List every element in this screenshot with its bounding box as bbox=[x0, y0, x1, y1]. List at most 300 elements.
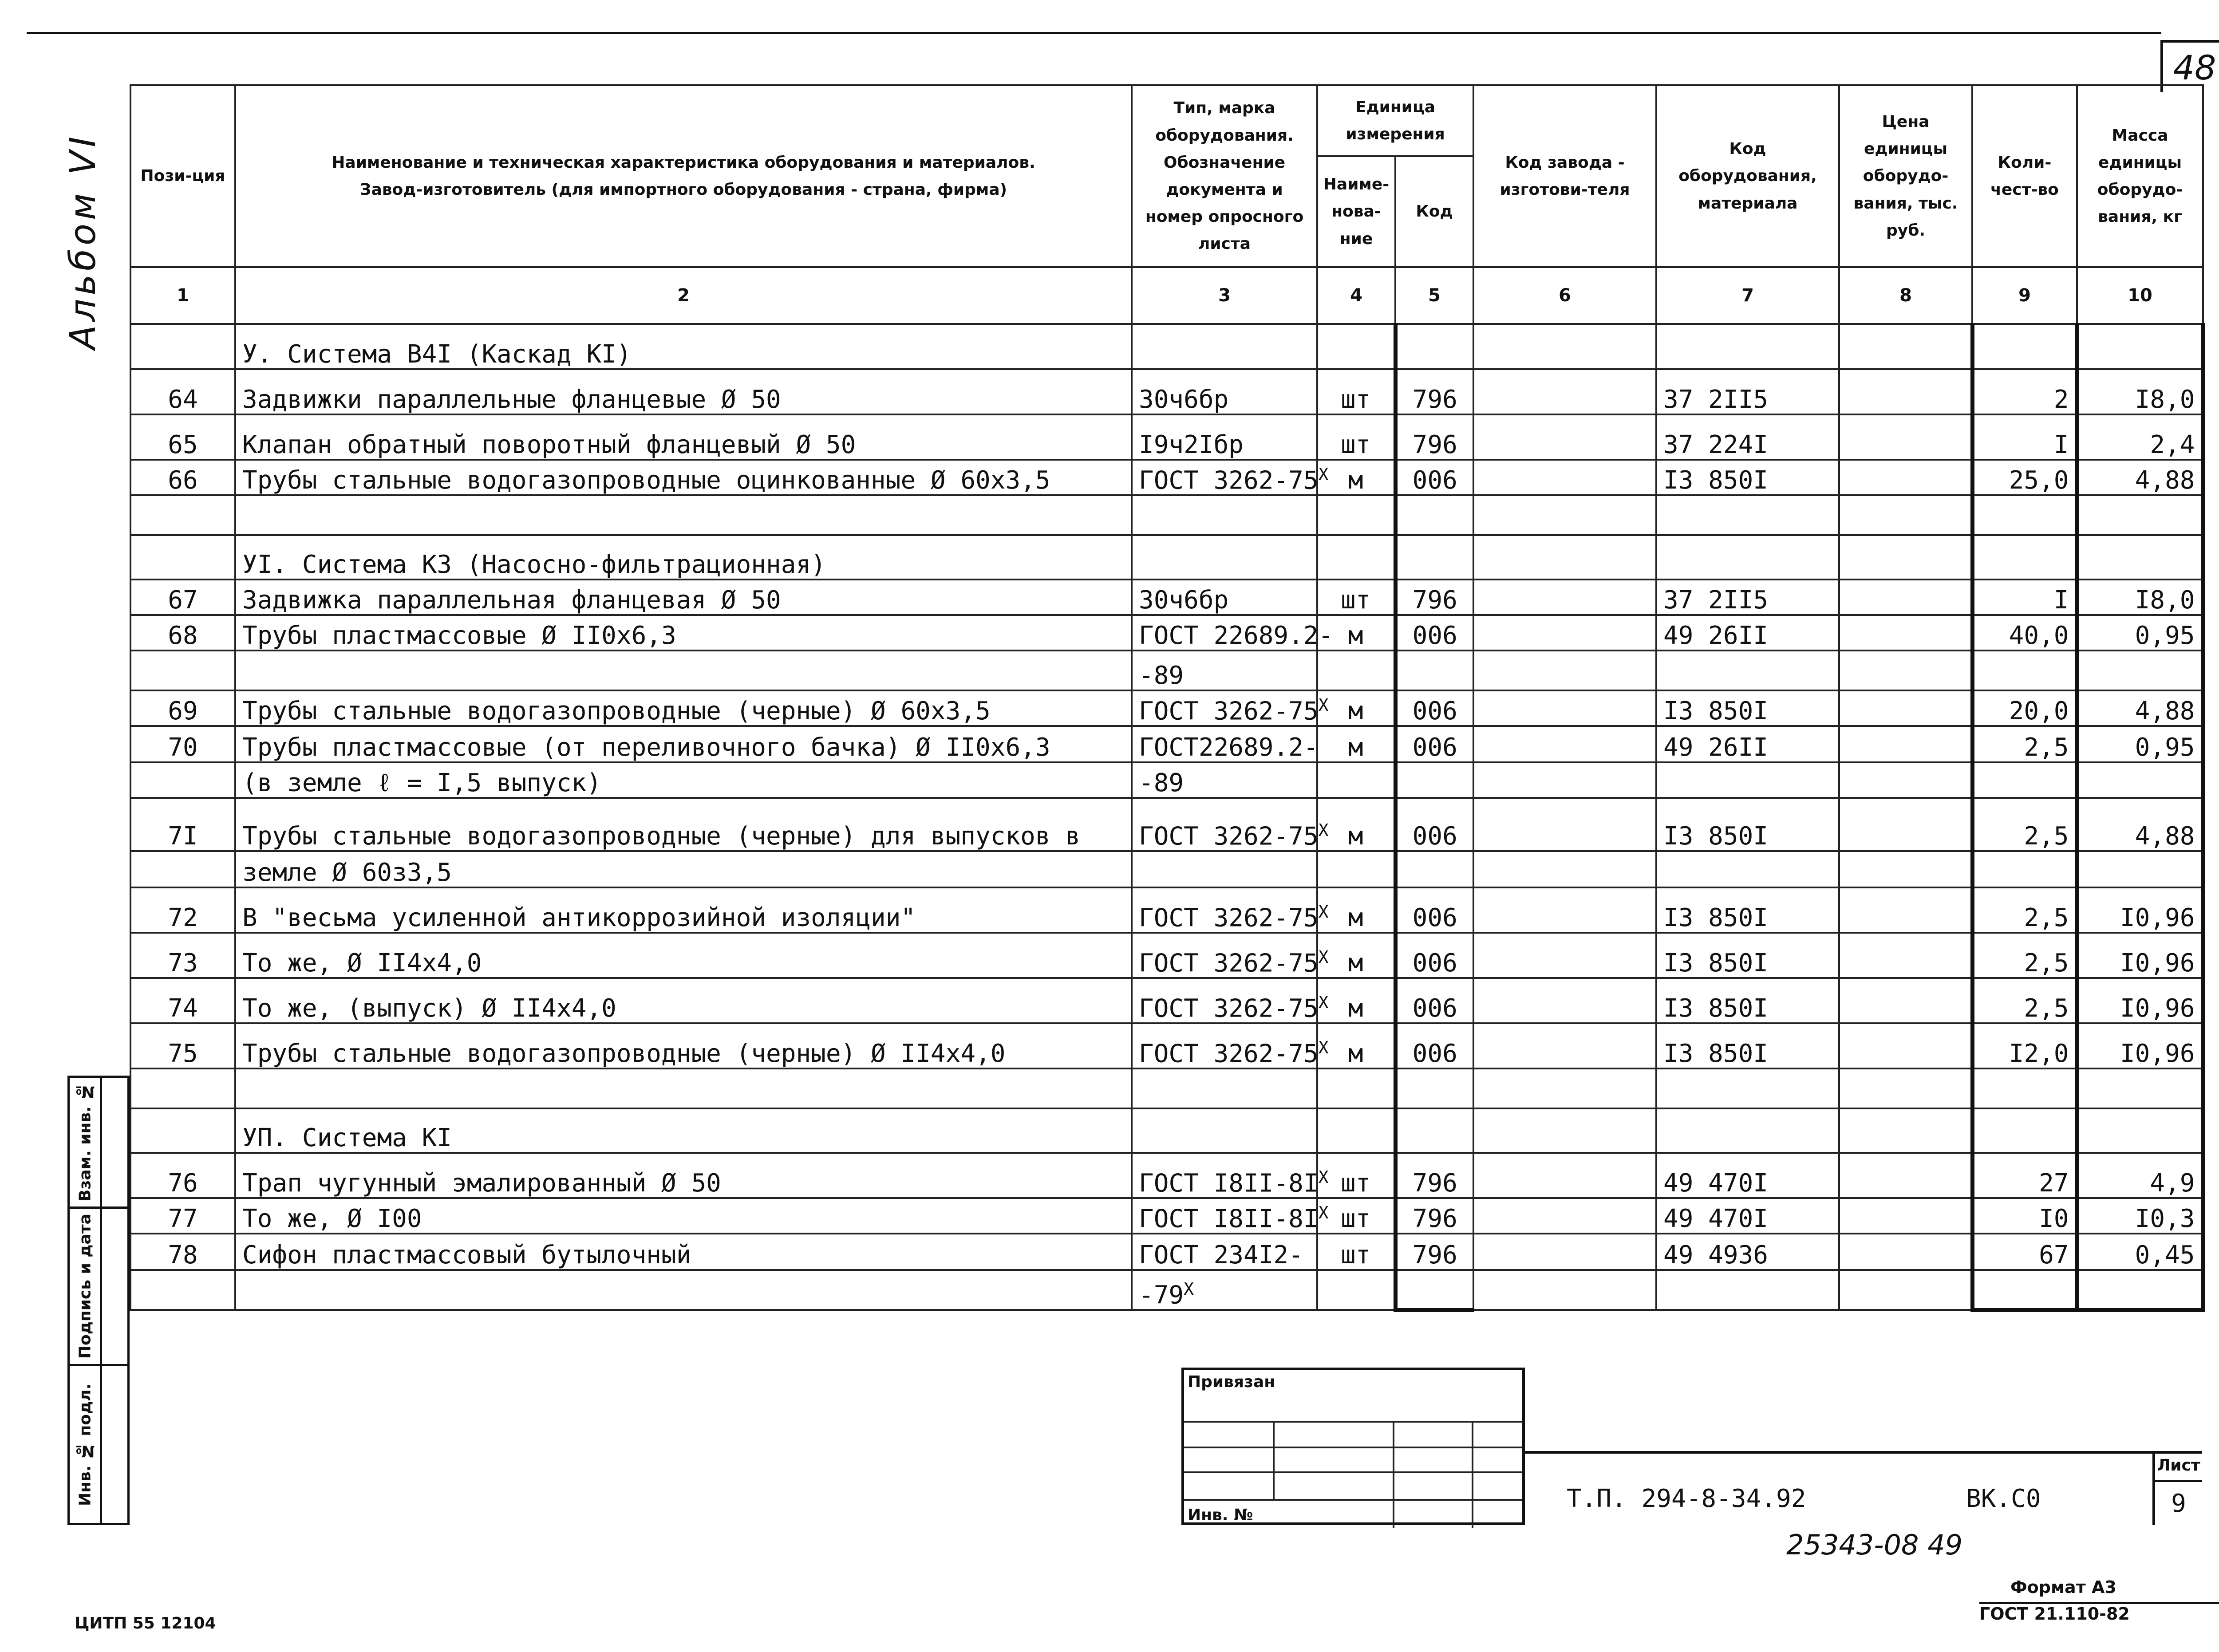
album-label: Альбом VI bbox=[62, 133, 103, 350]
superscript-mark: X bbox=[1318, 695, 1329, 715]
cell-type bbox=[1132, 615, 1334, 651]
cell-type-text: ГОСТ 22689.2- bbox=[1139, 621, 1334, 651]
cell-name bbox=[235, 887, 1132, 933]
cell-quantity bbox=[1972, 535, 2077, 580]
cell-unit-price bbox=[1839, 460, 1972, 495]
cell-type bbox=[1132, 535, 1317, 580]
cell-plant-code bbox=[1473, 580, 1656, 615]
cell-mass bbox=[2077, 324, 2203, 369]
cell-position bbox=[130, 762, 235, 798]
standard-label: ГОСТ 21.110-82 bbox=[1979, 1604, 2130, 1624]
superscript-mark: X bbox=[1318, 947, 1329, 967]
cell-mass bbox=[2077, 762, 2203, 798]
cell-unit-price bbox=[1839, 1153, 1972, 1198]
cell-name bbox=[235, 369, 1132, 414]
cell-type-text: ГОСТ I8II-8I bbox=[1139, 1169, 1319, 1198]
cell-type-text: I9ч2Iбр bbox=[1139, 430, 1244, 460]
cell-type bbox=[1132, 460, 1329, 495]
table-row bbox=[130, 535, 2203, 580]
table-row bbox=[130, 1234, 2203, 1270]
cell-unit-name-text: м bbox=[1348, 1039, 1363, 1068]
cell-quantity bbox=[1972, 1234, 2077, 1270]
cell-position-text: 77 bbox=[168, 1204, 198, 1234]
column-numbers-row bbox=[130, 267, 2203, 324]
cell-unit-code bbox=[1395, 1234, 1473, 1270]
cell-position bbox=[130, 1068, 235, 1108]
cell-quantity-text: 2 bbox=[2053, 385, 2069, 414]
cell-quantity-text: 27 bbox=[2039, 1169, 2069, 1198]
superscript-mark: X bbox=[1318, 1203, 1329, 1222]
header-material-code: Код оборудования, материала bbox=[1656, 85, 1839, 267]
cell-plant-code bbox=[1473, 369, 1656, 414]
cell-unit-price bbox=[1839, 535, 1972, 580]
cell-material-code bbox=[1656, 495, 1839, 535]
cell-material-code-text: 49 4936 bbox=[1663, 1241, 1769, 1270]
col-number: 1 bbox=[130, 267, 235, 324]
sidebar-divider bbox=[100, 1366, 102, 1523]
col-number: 9 bbox=[1972, 267, 2077, 324]
cell-mass-text: I0,96 bbox=[2120, 903, 2195, 933]
cell-mass-text: 4,88 bbox=[2135, 466, 2195, 495]
cell-material-code-text: 49 26II bbox=[1663, 621, 1769, 651]
superscript-mark: X bbox=[1184, 1279, 1194, 1299]
cell-position-text: 74 bbox=[168, 994, 198, 1023]
cell-type-text: ГОСТ 3262-75 bbox=[1139, 822, 1319, 851]
cell-mass-text: 4,9 bbox=[2150, 1169, 2195, 1198]
cell-plant-code bbox=[1473, 933, 1656, 978]
cell-name bbox=[235, 495, 1132, 535]
cell-unit-code bbox=[1395, 1153, 1473, 1198]
cell-mass-text: 0,95 bbox=[2135, 733, 2195, 762]
cell-quantity bbox=[1972, 690, 2077, 726]
cell-unit-name-text: м bbox=[1348, 949, 1363, 978]
header-mass: Масса единицы оборудо-вания, кг bbox=[2077, 85, 2203, 267]
cell-material-code bbox=[1656, 978, 1839, 1023]
cell-type-text: ГОСТ 3262-75 bbox=[1139, 697, 1319, 726]
cell-quantity-text: 2,5 bbox=[2024, 949, 2069, 978]
cell-name-text: Трубы стальные водогазопроводные (черные) Ø 60х3,5 bbox=[242, 697, 991, 726]
cell-position bbox=[130, 535, 235, 580]
cell-name-text: Трап чугунный эмалированный Ø 50 bbox=[242, 1169, 721, 1198]
cell-type-text: -89 bbox=[1139, 769, 1184, 798]
cell-unit-name bbox=[1317, 324, 1395, 369]
cell-name bbox=[235, 851, 1132, 887]
cell-unit-code-text: 796 bbox=[1412, 1204, 1457, 1234]
cell-material-code bbox=[1656, 460, 1839, 495]
cell-quantity-text: 2,5 bbox=[2024, 903, 2069, 933]
cell-unit-name bbox=[1317, 1023, 1395, 1068]
cell-position-text: 76 bbox=[168, 1169, 198, 1198]
cell-plant-code bbox=[1473, 495, 1656, 535]
cell-mass bbox=[2077, 978, 2203, 1023]
col-number: 3 bbox=[1132, 267, 1317, 324]
table-row bbox=[130, 460, 2203, 495]
cell-quantity-text: 2,5 bbox=[2024, 822, 2069, 851]
cell-unit-name bbox=[1317, 580, 1395, 615]
superscript-mark: X bbox=[1318, 1037, 1329, 1057]
cell-unit-price bbox=[1839, 580, 1972, 615]
table-row bbox=[130, 1068, 2203, 1108]
cell-plant-code bbox=[1473, 1234, 1656, 1270]
cell-name-text: То же, Ø I00 bbox=[242, 1204, 422, 1234]
sidebar-original-label: Инв. № подл. bbox=[76, 1383, 95, 1506]
cell-type bbox=[1132, 762, 1317, 798]
cell-type bbox=[1132, 1153, 1329, 1198]
cell-mass bbox=[2077, 1234, 2203, 1270]
cell-unit-code bbox=[1395, 369, 1473, 414]
cell-quantity-text: I2,0 bbox=[2009, 1039, 2069, 1068]
cell-position bbox=[130, 615, 235, 651]
table-row bbox=[130, 1023, 2203, 1068]
cell-type bbox=[1132, 651, 1317, 690]
cell-material-code-text: 49 470I bbox=[1663, 1204, 1769, 1234]
table-row bbox=[130, 369, 2203, 414]
cell-material-code bbox=[1656, 580, 1839, 615]
cell-unit-price bbox=[1839, 1108, 1972, 1153]
cell-unit-name bbox=[1317, 726, 1395, 762]
header-unit-name: Наиме-нова-ние bbox=[1317, 156, 1395, 267]
cell-name-text: В "весьма усиленной антикоррозийной изоляции" bbox=[242, 903, 916, 933]
cell-material-code-text: I3 850I bbox=[1663, 697, 1769, 726]
cell-type bbox=[1132, 580, 1317, 615]
cell-name bbox=[235, 580, 1132, 615]
cell-mass bbox=[2077, 851, 2203, 887]
cell-position bbox=[130, 887, 235, 933]
cell-name bbox=[235, 726, 1132, 762]
cell-mass bbox=[2077, 933, 2203, 978]
col-number: 10 bbox=[2077, 267, 2203, 324]
cell-quantity bbox=[1972, 1153, 2077, 1198]
cell-quantity-text: 25,0 bbox=[2009, 466, 2069, 495]
cell-unit-price bbox=[1839, 887, 1972, 933]
cell-unit-price bbox=[1839, 414, 1972, 460]
cell-material-code bbox=[1656, 1153, 1839, 1198]
cell-mass-text: I0,96 bbox=[2120, 1039, 2195, 1068]
cell-type bbox=[1132, 1198, 1329, 1234]
cell-name bbox=[235, 460, 1132, 495]
cell-type bbox=[1132, 887, 1329, 933]
sheet-number: 48 bbox=[2160, 40, 2219, 92]
cell-name bbox=[235, 651, 1132, 690]
cell-name-text: Сифон пластмассовый бутылочный bbox=[242, 1241, 691, 1270]
cell-type bbox=[1132, 1270, 1317, 1310]
superscript-mark: X bbox=[1318, 902, 1329, 922]
cell-mass bbox=[2077, 726, 2203, 762]
cell-mass-text: I0,96 bbox=[2120, 949, 2195, 978]
cell-unit-name bbox=[1317, 1153, 1395, 1198]
cell-unit-name bbox=[1317, 887, 1395, 933]
cell-type-text: ГОСТ 234I2- bbox=[1139, 1241, 1303, 1270]
cell-unit-code bbox=[1395, 1023, 1473, 1068]
cell-position-text: 75 bbox=[168, 1039, 198, 1068]
cell-unit-code-text: 006 bbox=[1412, 822, 1457, 851]
cell-mass bbox=[2077, 1198, 2203, 1234]
format-label: Формат А3 bbox=[2010, 1577, 2116, 1597]
cell-unit-name-text: м bbox=[1348, 697, 1363, 726]
cell-position bbox=[130, 495, 235, 535]
inventory-label: Инв. № bbox=[1188, 1506, 1253, 1524]
cell-unit-code bbox=[1395, 1270, 1473, 1310]
cell-unit-price bbox=[1839, 1198, 1972, 1234]
cell-material-code bbox=[1656, 535, 1839, 580]
cell-unit-name bbox=[1317, 369, 1395, 414]
header-name-line1: Наименование и техническая характеристика оборудования и материалов. bbox=[332, 153, 1035, 172]
cell-unit-code bbox=[1395, 324, 1473, 369]
cell-type bbox=[1132, 369, 1317, 414]
cell-quantity bbox=[1972, 798, 2077, 851]
cell-quantity bbox=[1972, 615, 2077, 651]
cell-unit-code bbox=[1395, 615, 1473, 651]
cell-unit-name-text: шт bbox=[1341, 1169, 1371, 1198]
cell-position-text: 64 bbox=[168, 385, 198, 414]
cell-unit-name-text: м bbox=[1348, 822, 1363, 851]
cell-unit-price bbox=[1839, 369, 1972, 414]
cell-name-text: Трубы пластмассовые (от переливочного бачка) Ø II0х6,3 bbox=[242, 733, 1050, 762]
cell-unit-price bbox=[1839, 726, 1972, 762]
cell-name-text: Трубы пластмассовые Ø II0х6,3 bbox=[242, 621, 676, 651]
header-unit-price: Цена единицы оборудо-вания, тыс. руб. bbox=[1839, 85, 1972, 267]
document-code: Т.П. 294-8-34.92 bbox=[1567, 1484, 1806, 1513]
cell-name bbox=[235, 1108, 1132, 1153]
cell-unit-price bbox=[1839, 851, 1972, 887]
table-row bbox=[130, 978, 2203, 1023]
header-name-line2: Завод-изготовитель (для импортного оборудования - страна, фирма) bbox=[359, 181, 1007, 199]
cell-plant-code bbox=[1473, 1023, 1656, 1068]
cell-unit-code-text: 006 bbox=[1412, 903, 1457, 933]
cell-name bbox=[235, 535, 1132, 580]
cell-material-code bbox=[1656, 651, 1839, 690]
header-name bbox=[235, 85, 1132, 267]
sidebar-replacement-label: Взам. инв. № bbox=[76, 1082, 95, 1202]
cell-plant-code bbox=[1473, 1108, 1656, 1153]
cell-mass bbox=[2077, 1023, 2203, 1068]
cell-plant-code bbox=[1473, 762, 1656, 798]
cell-unit-code-text: 006 bbox=[1412, 621, 1457, 651]
cell-plant-code bbox=[1473, 460, 1656, 495]
cell-unit-code-text: 006 bbox=[1412, 733, 1457, 762]
cell-unit-name bbox=[1317, 690, 1395, 726]
cell-quantity bbox=[1972, 580, 2077, 615]
cell-type bbox=[1132, 726, 1317, 762]
cell-unit-code-text: 006 bbox=[1412, 697, 1457, 726]
cell-type-text: ГОСТ 3262-75 bbox=[1139, 1039, 1319, 1068]
cell-name-text: Трубы стальные водогазопроводные оцинкованные Ø 60х3,5 bbox=[242, 466, 1050, 495]
cell-unit-name-text: м bbox=[1348, 903, 1363, 933]
cell-unit-code bbox=[1395, 726, 1473, 762]
table-row bbox=[130, 495, 2203, 535]
cell-unit-code bbox=[1395, 1068, 1473, 1108]
cell-position bbox=[130, 690, 235, 726]
cell-material-code bbox=[1656, 851, 1839, 887]
cell-unit-name bbox=[1317, 762, 1395, 798]
stamp-divider bbox=[1273, 1423, 1275, 1501]
cell-material-code bbox=[1656, 933, 1839, 978]
cell-unit-name bbox=[1317, 535, 1395, 580]
cell-unit-name-text: шт bbox=[1341, 430, 1371, 460]
cell-quantity-text: 2,5 bbox=[2024, 994, 2069, 1023]
cell-name bbox=[235, 933, 1132, 978]
table-row bbox=[130, 726, 2203, 762]
specification-table bbox=[130, 84, 2205, 1314]
cell-material-code bbox=[1656, 1023, 1839, 1068]
cell-material-code-text: I3 850I bbox=[1663, 994, 1769, 1023]
cell-quantity bbox=[1972, 414, 2077, 460]
cell-quantity bbox=[1972, 369, 2077, 414]
cell-position-text: 73 bbox=[168, 949, 198, 978]
cell-mass bbox=[2077, 887, 2203, 933]
sidebar-cell-signature bbox=[67, 1206, 130, 1366]
table-row bbox=[130, 414, 2203, 460]
stamp-divider bbox=[1472, 1423, 1473, 1528]
cell-position bbox=[130, 726, 235, 762]
cell-name bbox=[235, 1198, 1132, 1234]
cell-unit-name bbox=[1317, 978, 1395, 1023]
cell-name bbox=[235, 1153, 1132, 1198]
table-row bbox=[130, 580, 2203, 615]
cell-unit-price bbox=[1839, 495, 1972, 535]
cell-position bbox=[130, 1270, 235, 1310]
cell-name-text: УП. Система КI bbox=[242, 1124, 452, 1153]
cell-material-code-text: I3 850I bbox=[1663, 903, 1769, 933]
cell-position bbox=[130, 651, 235, 690]
cell-unit-price bbox=[1839, 690, 1972, 726]
cell-unit-name-text: шт bbox=[1341, 385, 1371, 414]
table-row bbox=[130, 1198, 2203, 1234]
table-row bbox=[130, 933, 2203, 978]
cell-unit-name-text: м bbox=[1348, 466, 1363, 495]
cell-plant-code bbox=[1473, 1068, 1656, 1108]
binding-stamp bbox=[1181, 1368, 1525, 1525]
cell-unit-name bbox=[1317, 798, 1395, 851]
cell-position bbox=[130, 324, 235, 369]
sidebar-divider bbox=[100, 1209, 102, 1364]
cell-mass bbox=[2077, 615, 2203, 651]
cell-unit-code-text: 006 bbox=[1412, 994, 1457, 1023]
cell-plant-code bbox=[1473, 690, 1656, 726]
table-row bbox=[130, 651, 2203, 690]
cell-name-text: То же, (выпуск) Ø II4х4,0 bbox=[242, 994, 616, 1023]
cell-unit-name-text: шт bbox=[1341, 586, 1371, 615]
cell-unit-price bbox=[1839, 978, 1972, 1023]
cell-name bbox=[235, 1023, 1132, 1068]
cell-quantity bbox=[1972, 495, 2077, 535]
table-row bbox=[130, 1108, 2203, 1153]
cell-type bbox=[1132, 1234, 1317, 1270]
table-row bbox=[130, 851, 2203, 887]
cell-type bbox=[1132, 324, 1317, 369]
cell-unit-price bbox=[1839, 1234, 1972, 1270]
cell-unit-name bbox=[1317, 933, 1395, 978]
cell-type bbox=[1132, 933, 1329, 978]
cell-position bbox=[130, 1108, 235, 1153]
cell-unit-name bbox=[1317, 460, 1395, 495]
cell-quantity bbox=[1972, 762, 2077, 798]
cell-unit-code bbox=[1395, 414, 1473, 460]
cell-position bbox=[130, 933, 235, 978]
cell-name-text: Трубы стальные водогазопроводные (черные) Ø II4х4,0 bbox=[242, 1039, 1006, 1068]
cell-unit-code-text: 006 bbox=[1412, 466, 1457, 495]
cell-unit-price bbox=[1839, 1068, 1972, 1108]
sidebar-cell-replacement bbox=[67, 1076, 130, 1209]
cell-quantity-text: 40,0 bbox=[2009, 621, 2069, 651]
cell-mass bbox=[2077, 1270, 2203, 1310]
cell-material-code bbox=[1656, 1198, 1839, 1234]
cell-name bbox=[235, 615, 1132, 651]
cell-unit-name-text: шт bbox=[1341, 1204, 1371, 1234]
cell-material-code-text: 49 26II bbox=[1663, 733, 1769, 762]
col-number: 2 bbox=[235, 267, 1132, 324]
cell-quantity bbox=[1972, 1023, 2077, 1068]
table-row bbox=[130, 762, 2203, 798]
cell-mass-text: I0,96 bbox=[2120, 994, 2195, 1023]
cell-plant-code bbox=[1473, 414, 1656, 460]
cell-type bbox=[1132, 690, 1329, 726]
cell-unit-code bbox=[1395, 1198, 1473, 1234]
cell-material-code-text: 37 2II5 bbox=[1663, 385, 1769, 414]
sidebar-cell-original bbox=[67, 1364, 130, 1525]
cell-unit-code bbox=[1395, 851, 1473, 887]
cell-type bbox=[1132, 851, 1317, 887]
cell-unit-code bbox=[1395, 535, 1473, 580]
cell-type-text: ГОСТ 3262-75 bbox=[1139, 466, 1319, 495]
cell-quantity-text: I bbox=[2053, 586, 2069, 615]
cell-unit-code bbox=[1395, 651, 1473, 690]
cell-plant-code bbox=[1473, 324, 1656, 369]
cell-quantity bbox=[1972, 460, 2077, 495]
cell-unit-name bbox=[1317, 851, 1395, 887]
cell-unit-code-text: 796 bbox=[1412, 385, 1457, 414]
cell-mass-text: I8,0 bbox=[2135, 586, 2195, 615]
cell-type-text: ГОСТ 3262-75 bbox=[1139, 949, 1319, 978]
cell-plant-code bbox=[1473, 851, 1656, 887]
cell-name bbox=[235, 798, 1132, 851]
cell-plant-code bbox=[1473, 1153, 1656, 1198]
cell-unit-code bbox=[1395, 460, 1473, 495]
cell-mass bbox=[2077, 798, 2203, 851]
cell-name-text: То же, Ø II4х4,0 bbox=[242, 949, 482, 978]
cell-unit-code bbox=[1395, 933, 1473, 978]
cell-position bbox=[130, 414, 235, 460]
table-row bbox=[130, 324, 2203, 369]
cell-plant-code bbox=[1473, 798, 1656, 851]
cell-position bbox=[130, 1023, 235, 1068]
cell-material-code-text: I3 850I bbox=[1663, 466, 1769, 495]
cell-type bbox=[1132, 1023, 1329, 1068]
cell-mass-text: 2,4 bbox=[2150, 430, 2195, 460]
cell-name bbox=[235, 762, 1132, 798]
cell-name bbox=[235, 1068, 1132, 1108]
sheet-value: 9 bbox=[2171, 1489, 2186, 1518]
cell-unit-code-text: 006 bbox=[1412, 949, 1457, 978]
cell-material-code bbox=[1656, 369, 1839, 414]
document-mark: ВК.С0 bbox=[1966, 1484, 2041, 1513]
cell-unit-name-text: шт bbox=[1341, 1241, 1371, 1270]
cell-name bbox=[235, 978, 1132, 1023]
cell-unit-name bbox=[1317, 1270, 1395, 1310]
cell-mass bbox=[2077, 414, 2203, 460]
cell-material-code bbox=[1656, 798, 1839, 851]
cell-position-text: 67 bbox=[168, 586, 198, 615]
cell-quantity-text: I bbox=[2053, 430, 2069, 460]
sheet-label: Лист bbox=[2155, 1451, 2202, 1482]
cell-type bbox=[1132, 1108, 1317, 1153]
print-code: ЦИТП 55 12104 bbox=[75, 1614, 216, 1632]
cell-name-text: Задвижки параллельные фланцевые Ø 50 bbox=[242, 385, 781, 414]
cell-quantity-text: I0 bbox=[2039, 1204, 2069, 1234]
cell-unit-code bbox=[1395, 1108, 1473, 1153]
cell-position bbox=[130, 851, 235, 887]
cell-name bbox=[235, 414, 1132, 460]
